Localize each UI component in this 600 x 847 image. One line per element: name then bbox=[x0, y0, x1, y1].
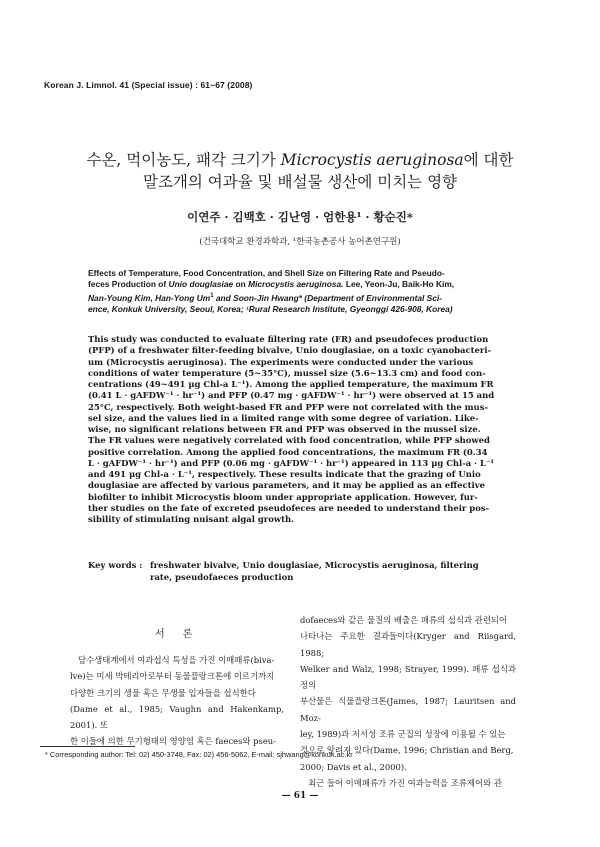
en-t2-species1: Unio douglasiae bbox=[168, 279, 234, 290]
corresponding-author-footnote: * Corresponding author: Tel: 02) 450-3748, Fax: 02) 456-5062, E-mail: sjhwang@konkuk.ac.kr bbox=[45, 750, 353, 759]
body-line: 최근 들어 이매패류가 가진 여과능력을 조류제어와 관 bbox=[308, 777, 502, 788]
abstract-line: L · gAFDW⁻¹ · hr⁻¹) and PFP (0.06 mg · gAFDW⁻¹ · hr⁻¹) appeared in 113 μg Chl-a · L⁻¹ bbox=[88, 457, 495, 468]
section-heading-introduction: 서론 bbox=[155, 629, 211, 640]
author-list: 이연주 · 김백호 · 김난영 · 엄한용¹ · 황순진* bbox=[187, 210, 413, 224]
english-title-line2 bbox=[88, 279, 528, 290]
korean-title-line2: 말조개의 여과율 및 배설물 생산에 미치는 영향 bbox=[142, 173, 458, 191]
journal-header: Korean J. Limnol. 41 (Special issue) : 61~67 (2008) bbox=[44, 80, 253, 90]
abstract-line: (PFP) of a freshwater filter-feeding bivalve, Unio douglasiae, on a toxic cyanobacteri- bbox=[88, 345, 492, 356]
en-t4: ence, Konkuk University, Seoul, Korea; ¹Rural Research Institute, Gyeonggi 426-908, Korea) bbox=[88, 303, 453, 314]
keywords bbox=[150, 560, 535, 583]
korean-title-line1-pre: 수온, 먹이농도, 패각 크기가 bbox=[86, 151, 281, 169]
body-line: lve)는 미세 박테리아로부터 동물플랑크톤에 이르기까지 bbox=[70, 671, 275, 682]
body-line: 나타나는 주요한 결과들이다(Kryger and Riisgard, 1988; bbox=[300, 631, 516, 658]
english-title-block bbox=[88, 268, 528, 315]
body-line: dofaeces와 같은 물질의 배출은 패류의 섭식과 관련되어 bbox=[300, 615, 508, 625]
abstract-line: sel size, and the values lied in a limited range with some degree of variation. Like- bbox=[88, 412, 479, 423]
en-t2-species2: Microcystis aeruginosa. bbox=[248, 279, 344, 290]
keywords-line: freshwater bivalve, Unio douglasiae, Microcystis aeruginosa, filtering bbox=[150, 560, 479, 570]
en-t3-sup: 1 bbox=[210, 292, 214, 299]
keywords-label: Key words : bbox=[88, 560, 143, 570]
abstract-line: 25°C, respectively. Both weight-based FR and PFP were not correlated with the mus- bbox=[88, 401, 488, 412]
body-line: 2000; Davis et al., 2000). bbox=[300, 761, 407, 772]
english-title-line4 bbox=[88, 304, 528, 315]
korean-title-species: Microcystis aeruginosa bbox=[280, 151, 464, 169]
en-t2-post: Lee, Yeon-Ju, Baik-Ho Kim, bbox=[343, 279, 455, 290]
right-column-text bbox=[300, 612, 516, 791]
abstract-line: conditions of water temperature (5~35°C), mussel size (5.6~13.3 cm) and food con- bbox=[88, 367, 486, 378]
en-t2-mid: on bbox=[233, 279, 249, 290]
en-t3-pre: Nan-Young Kim, Han-Yong Um bbox=[88, 292, 211, 303]
en-t3-post: and Soon-Jin Hwang* (Department of Environmental Sci- bbox=[213, 292, 443, 303]
keywords-line: rate, pseudofaeces production bbox=[150, 571, 294, 582]
body-line: 담수생태계에서 여과섭식 특성을 가진 이매패류(biva- bbox=[78, 655, 275, 665]
abstract-line: um (Microcystis aeruginosa). The experiments were conducted under the various bbox=[88, 356, 474, 367]
left-column-text bbox=[70, 652, 284, 750]
body-line: ley, 1989)과 저서성 조류 군집의 성장에 이용될 수 있는 bbox=[300, 729, 506, 740]
body-line: (Dame et al., 1985; Vaughn and Hakenkamp, 2001). 또 bbox=[70, 703, 284, 731]
abstract-line: ther studies on the fate of excreted pseudofeces are needed to understand their pos- bbox=[88, 502, 490, 513]
body-line: 다양한 크기의 생물 혹은 무생물 입자들을 섭식한다 bbox=[70, 687, 256, 698]
english-title-line3 bbox=[88, 291, 528, 304]
english-title-line1: Effects of Temperature, Food Concentration, and Shell Size on Filtering Rate and Pseudo- bbox=[88, 268, 445, 278]
body-line: Welker and Walz, 1998; Strayer, 1999). 패류 섭식과정의 bbox=[300, 663, 516, 691]
footnote-divider bbox=[40, 746, 135, 747]
abstract-line: douglasiae are affected by various parameters, and it may be applied as an effective bbox=[88, 480, 485, 491]
body-line: 부산물은 식물플랑크톤(James, 1987; Lauritsen and Moz- bbox=[300, 696, 516, 723]
abstract-line: biofilter to inhibit Microcystis bloom under appropriate application. However, fur- bbox=[88, 491, 478, 502]
body-line: 한 이들에 의한 무기형태의 영양염 혹은 faeces와 pseu- bbox=[70, 736, 277, 747]
abstract-line: positive correlation. Among the applied food concentrations, the maximum FR (0.34 bbox=[88, 446, 488, 457]
abstract-line: The FR values were negatively correlated with food concentration, while PFP showed bbox=[88, 435, 490, 446]
abstract bbox=[88, 334, 533, 525]
abstract-line: wise, no significant relations between FR and PFP was observed in the mussel size. bbox=[88, 424, 481, 434]
abstract-line: (0.41 L · gAFDW⁻¹ · hr⁻¹) and PFP (0.47 mg · gAFDW⁻¹ · hr⁻¹) were observed at 15 and bbox=[88, 390, 495, 401]
abstract-line: sibility of stimulating nuisant algal growth. bbox=[88, 514, 295, 524]
korean-title-line1 bbox=[40, 149, 560, 171]
body-line: 것으로 알려져 있다(Dame, 1996; Christian and Berg, bbox=[300, 745, 514, 756]
abstract-line: centrations (49~491 μg Chl-a L⁻¹). Among the applied temperature, the maximum FR bbox=[88, 379, 494, 389]
en-t2-pre: feces Production of bbox=[88, 279, 169, 290]
affiliation: (건국대학교 환경과학과, ¹한국농촌공사 농어촌연구원) bbox=[199, 237, 401, 247]
korean-title-line1-post: 에 대한 bbox=[463, 151, 514, 169]
abstract-line: This study was conducted to evaluate filtering rate (FR) and pseudofeces production bbox=[88, 334, 489, 344]
page-number: — 61 — bbox=[281, 791, 319, 801]
abstract-line: and 491 μg Chl-a · L⁻¹, respectively. These results indicate that the grazing of Unio bbox=[88, 469, 481, 479]
